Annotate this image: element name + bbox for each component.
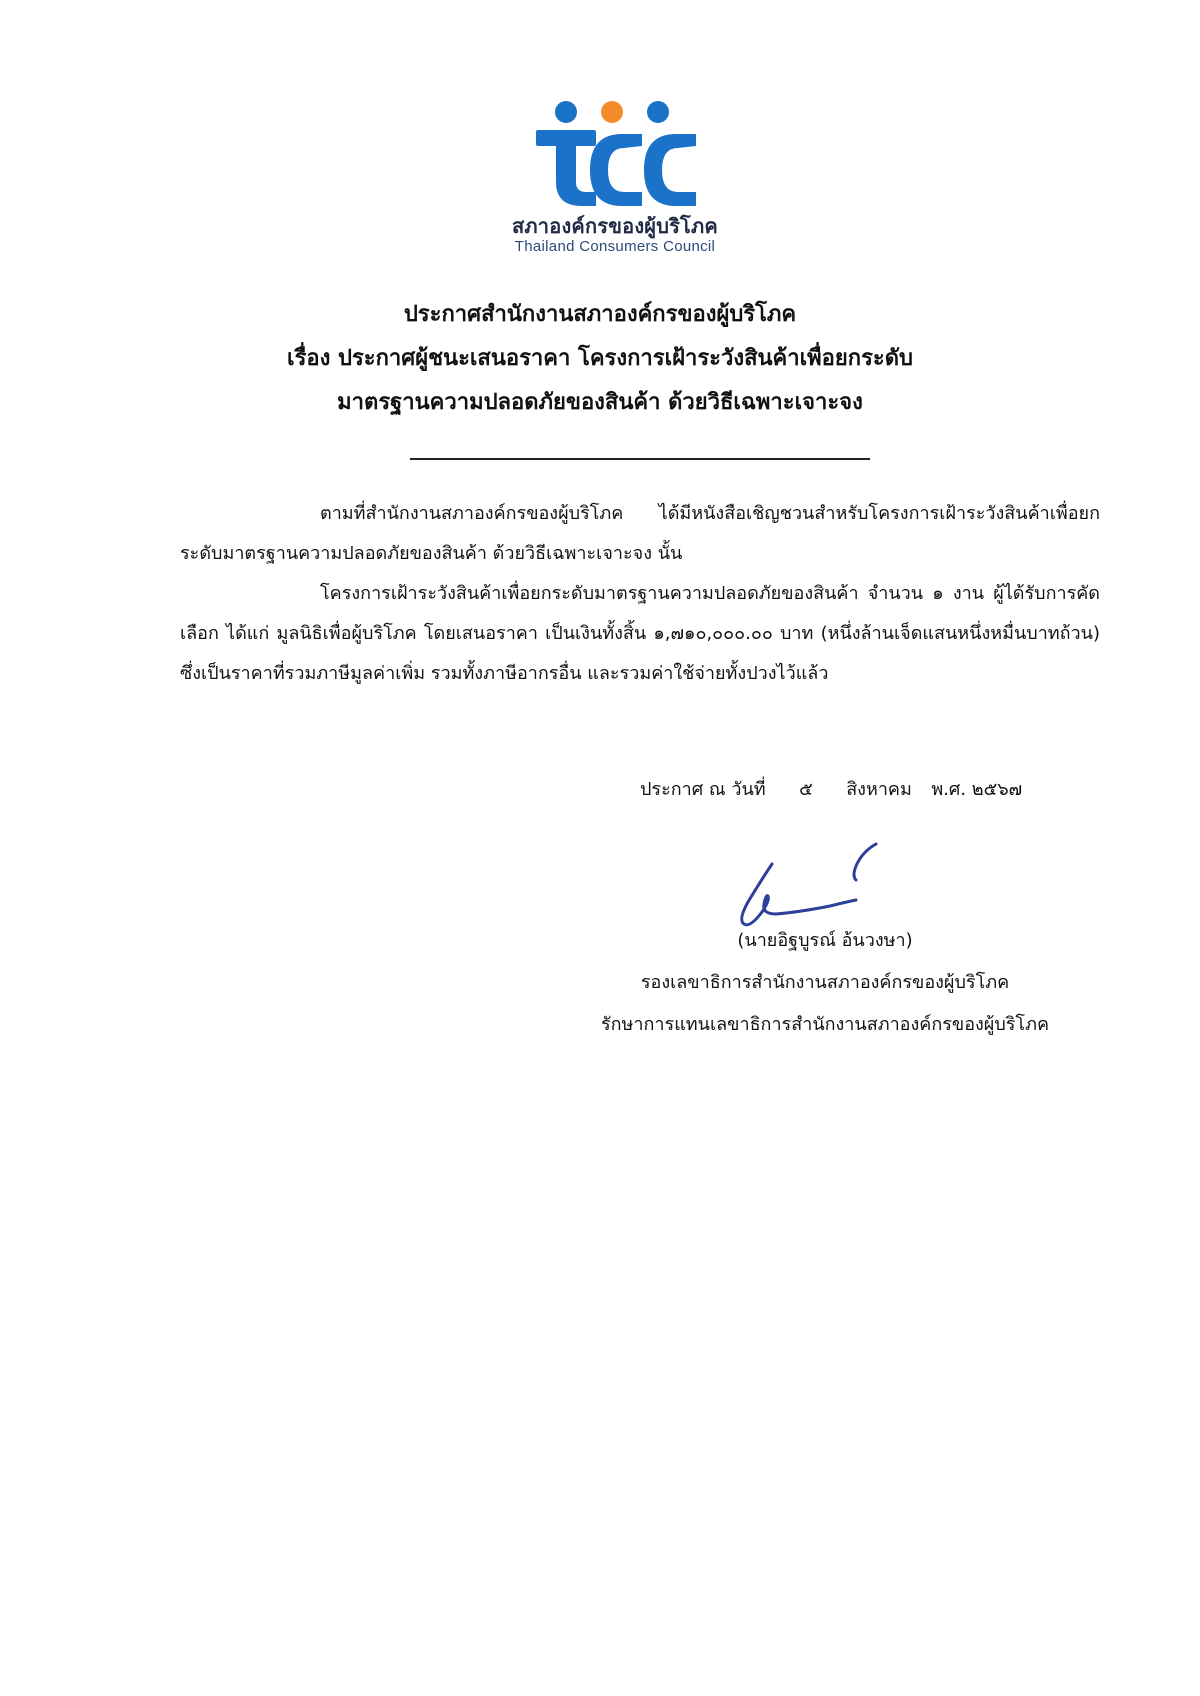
signer-acting-role: รักษาการแทนเลขาธิการสำนักงานสภาองค์กรของผู้บริโภค xyxy=(600,1014,1050,1035)
tcc-logo-mark-icon xyxy=(530,100,700,210)
date-prefix: ประกาศ ณ วันที่ xyxy=(640,779,766,800)
title-divider xyxy=(410,458,870,460)
body-paragraph-1: ตามที่สำนักงานสภาองค์กรของผู้บริโภค ได้มีหนังสือเชิญชวนสำหรับโครงการเฝ้าระวังสินค้าเพื่อยกระดับมาตรฐานความปลอดภัยของสินค้า ด้วยวิธีเฉพาะเจาะจง นั้น xyxy=(180,503,1100,564)
org-name-thai: สภาองค์กรของผู้บริโภค xyxy=(512,214,718,238)
announcement-body xyxy=(180,494,1100,694)
title-line-3: มาตรฐานความปลอดภัยของสินค้า ด้วยวิธีเฉพาะเจาะจง xyxy=(337,390,863,415)
title-line-1: ประกาศสำนักงานสภาองค์กรของผู้บริโภค xyxy=(403,302,797,327)
org-name-english: Thailand Consumers Council xyxy=(514,238,716,255)
signer-position: รองเลขาธิการสำนักงานสภาองค์กรของผู้บริโภค xyxy=(640,972,1010,993)
date-day: ๕ xyxy=(799,779,813,800)
date-year: พ.ศ. ๒๕๖๗ xyxy=(931,779,1023,800)
date-month: สิงหาคม xyxy=(846,779,912,800)
announcement-title xyxy=(180,293,1020,425)
signer-block xyxy=(560,920,1090,1046)
title-line-2: เรื่อง ประกาศผู้ชนะเสนอราคา โครงการเฝ้าระวังสินค้าเพื่อยกระดับ xyxy=(287,346,913,371)
announcement-date xyxy=(640,770,1080,810)
tcc-logo xyxy=(490,100,740,260)
signer-name: (นายอิฐบูรณ์ อ้นวงษา) xyxy=(737,930,913,951)
body-paragraph-2: โครงการเฝ้าระวังสินค้าเพื่อยกระดับมาตรฐานความปลอดภัยของสินค้า จำนวน ๑ งาน ผู้ได้รับการคัดเลือก ได้แก่ มูลนิธิเพื่อผู้บริโภค โดยเสนอราคา เป็นเงินทั้งสิ้น ๑,๗๑๐,๐๐๐.๐๐ บาท (หนึ่งล้านเจ็ดแสนหนึ่งหมื่นบาทถ้วน) ซึ่งเป็นราคาที่รวมภาษีมูลค่าเพิ่ม รวมทั้งภาษีอากรอื่น และรวมค่าใช้จ่ายทั้งปวงไว้แล้ว xyxy=(180,583,1100,684)
